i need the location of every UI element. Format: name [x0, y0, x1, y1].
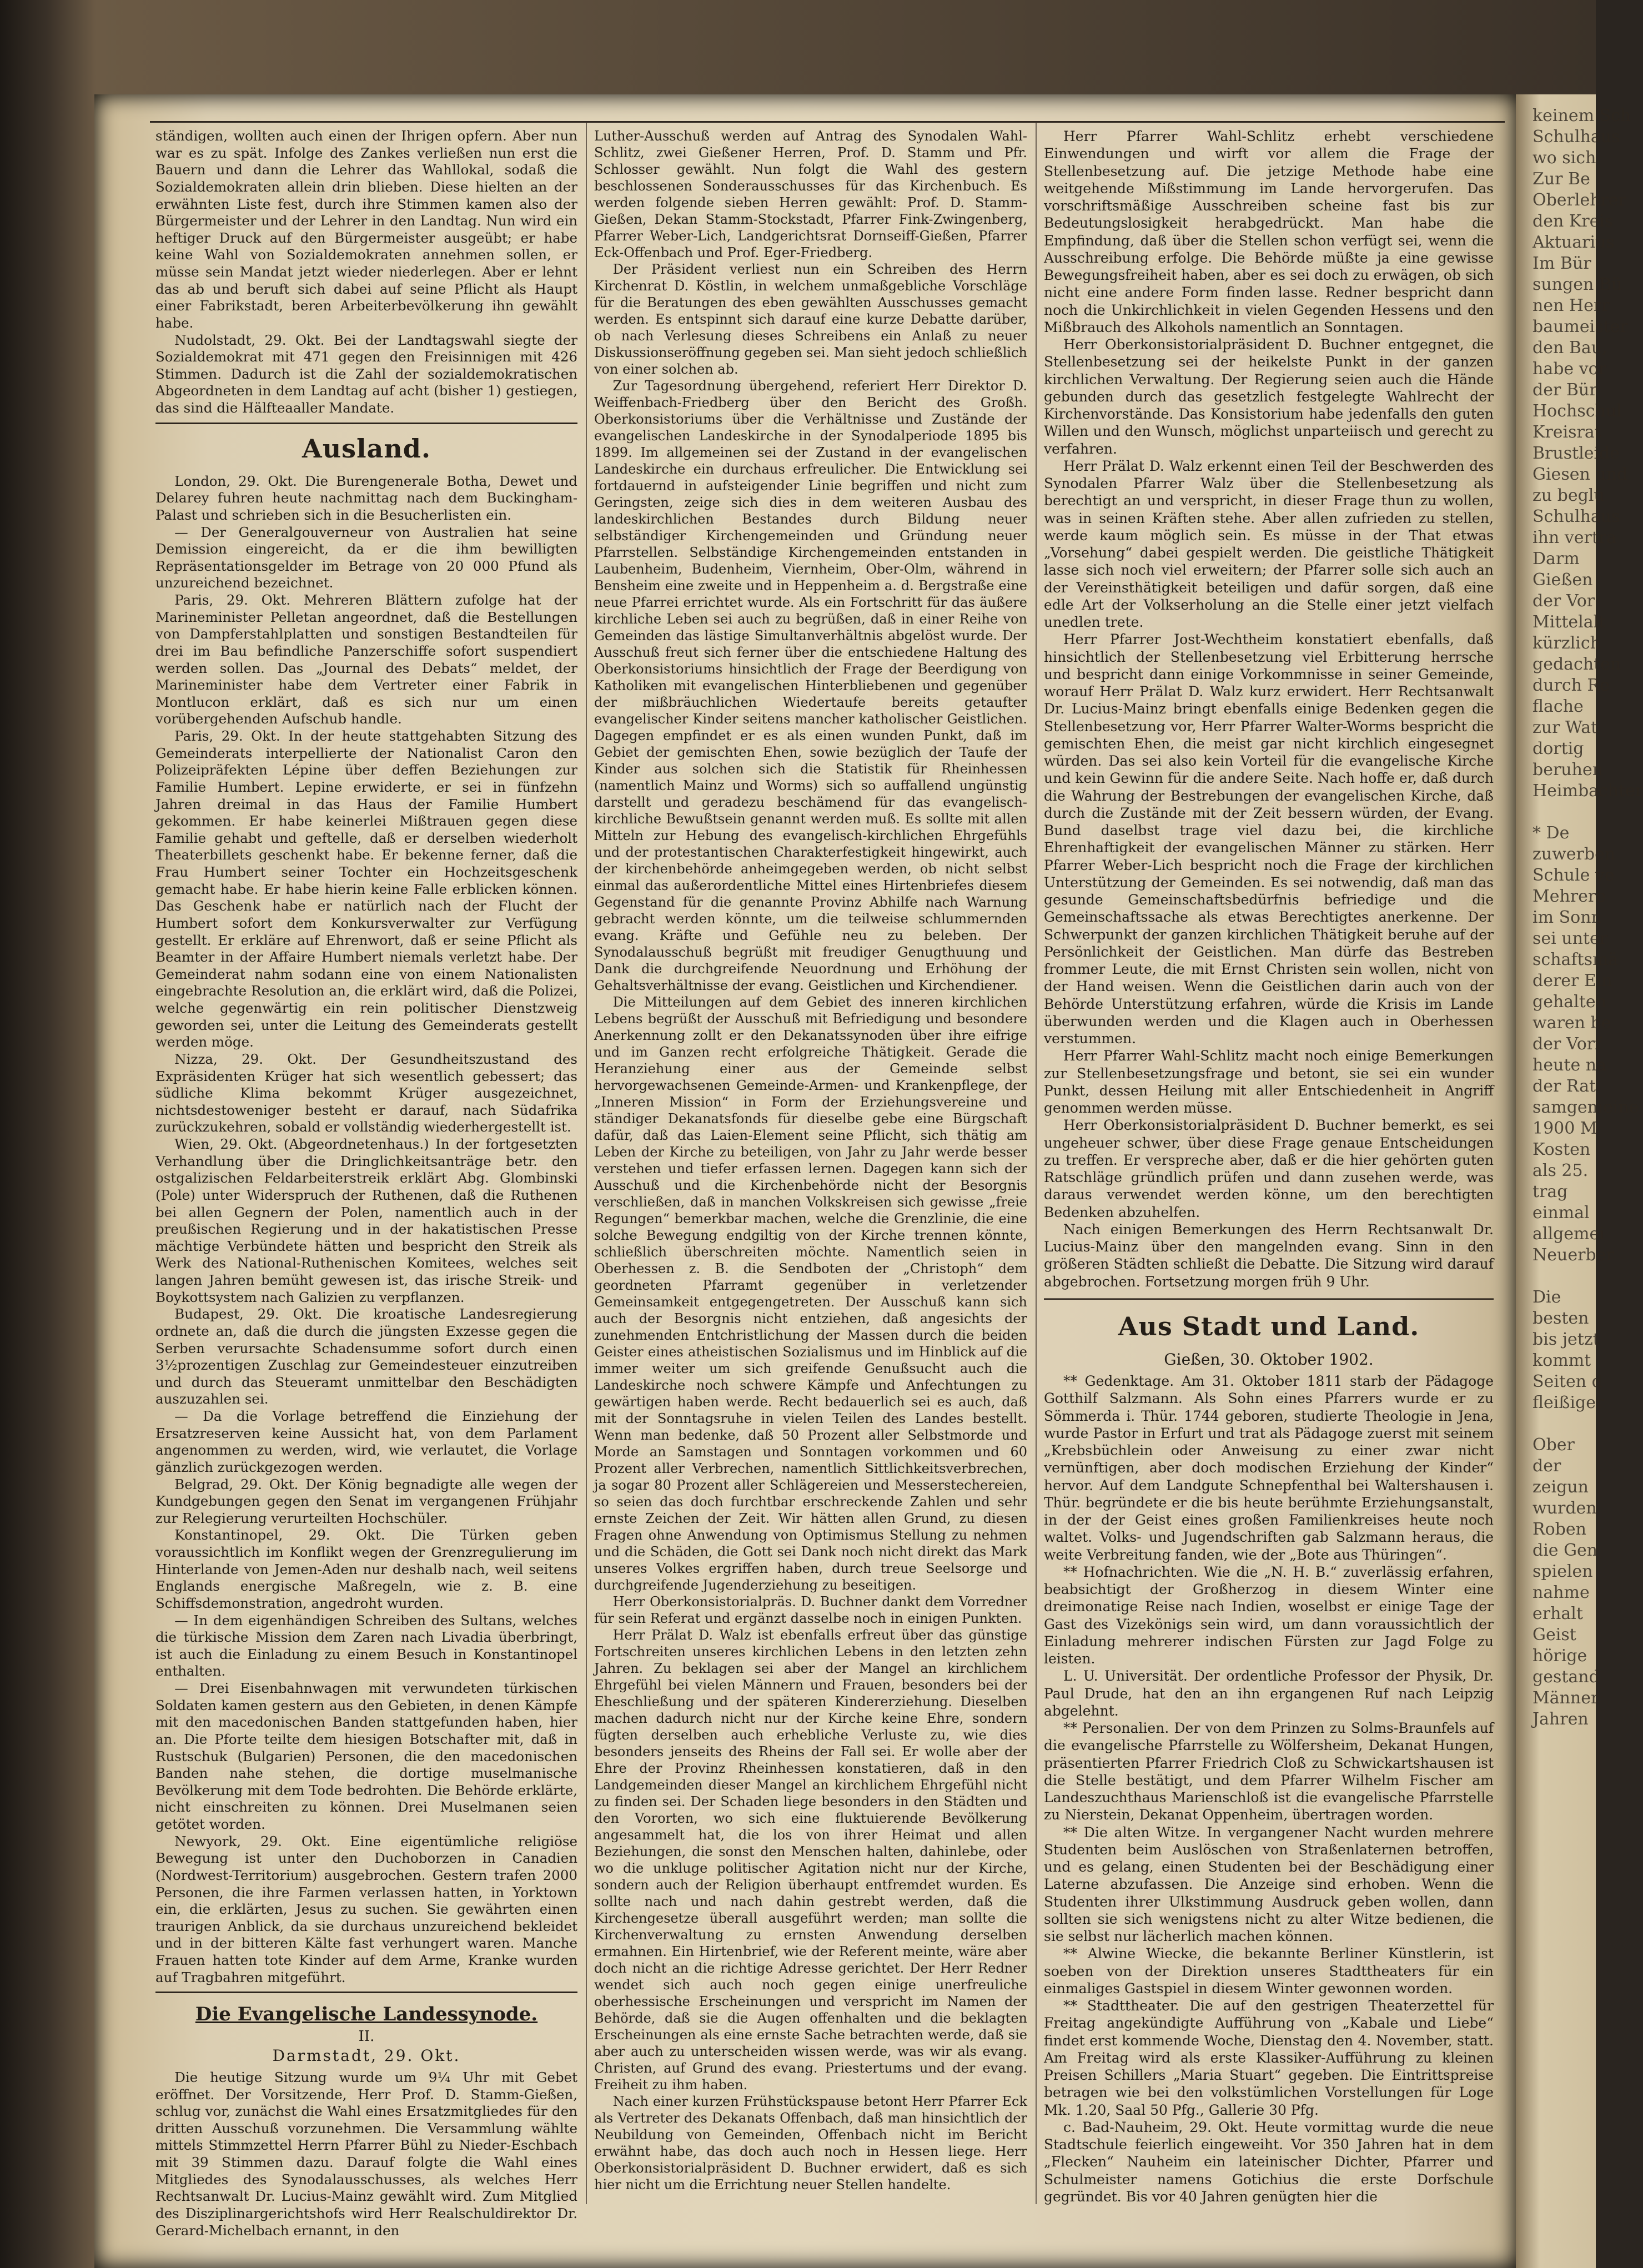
synode-p4: Zur Tagesordnung übergehend, referiert Herr Direktor D. Weiffenbach-Friedberg über den Bericht des Großh. Oberkonsistoriums über die Verhältnisse und Zustände der evangelischen Landeskirche in der Synodalperiode 1895 bis 1899. Im allgemeinen sei der Zustand in der evangelischen Landeskirche ein durchaus erfreulicher. Die Entwicklung sei fortdauernd in aufsteigender Linie begriffen und nicht zum Geringsten, zeige sich dies in dem weiteren Ausbau des landeskirchlichen Bestandes durch Bildung neuer selbständiger Kirchengemeinden und Gründung neuer Pfarrstellen. Selbständige Kirchengemeinden entstanden in Laubenheim, Budenheim, Viernheim, Ober-Olm, während in Bensheim eine zweite und in Heppenheim a. d. Bergstraße eine neue Pfarrei errichtet wurde. Als ein Fortschritt für das äußere kirchliche Leben sei auch zu begrüßen, daß in einer Reihe von Gemeinden das lästige Simultanverhältnis abgelöst wurde. Der Ausschuß freut sich ferner über die entschiedene Haltung des Oberkonsistoriums hinsichtlich der Frage der Beerdigung von Katholiken mit evangelischen Hinterbliebenen und gegenüber der mißbräuchlichen Wiedertaufe bereits getaufter evangelischer Kinder seitens mancher katholischer Geistlichen. Dagegen empfindet er es als einen wunden Punkt, daß im Gebiet der gemischten Ehen, sowie bezüglich der Taufe der Kinder aus solchen sich die Statistik für Rheinhessen (namentlich Mainz und Worms) sich so auffallend ungünstig darstellt und geradezu beschämend für das evangelisch-kirchliche Bewußtsein genannt werden muß. Es sollte mit allen Mitteln zur Hebung des evangelisch-kirchlichen Ehrgefühls und der protestantischen Charakterfestigkeit hingewirkt, auch der kirchenbehörde anheimgegeben werden, ob nicht selbst einmal das außerordentliche Mittel eines Hirtenbriefes diesem Gegenstand für die genannte Provinz Abhilfe nach Warnung gebracht werden könnte, um die teilweise schlummernden evang. Kräfte und Gefühle neu zu beleben. Der Synodalausschuß begrüßt mit freudiger Genugthuung und Dank die durchgreifende Neuordnung und Erhöhung der Gehaltsverhältnisse der evang. Geistlichen und Kirchendiener.	[594, 378, 1027, 993]
article-eisenbahn: — Drei Eisenbahnwagen mit verwundeten türkischen Soldaten kamen gestern aus den Gebieten, in denen Kämpfe mit den macedonischen Banden stattgefunden haben, hier an. Die Pforte teilte dem hiesigen Botschafter mit, daß in Rustschuk (Bulgarien) Personen, die den macedonischen Banden nahe stehen, die dortige muselmanische Bevölkerung mit dem Tode bedrohten. Die Behörde erklärte, nicht einschreiten zu können. Drei Muselmanen seien getötet worden.	[155, 1680, 577, 1832]
column-rule-1	[586, 122, 587, 2204]
article-paris-2: Paris, 29. Okt. In der heute stattgehabten Sitzung des Gemeinderats interpellierte der Nationalist Caron den Polizeipräfekten Lépine über deffen Beziehungen zur Familie Humbert. Lepine erwiderte, er sei in fünfzehn Jahren dreimal in das Haus der Familie Humbert gekommen. Er habe keinerlei Mißtrauen gegen diese Familie gehabt und geftelle, daß er derselben wiederholt Theaterbillets geschenkt habe. Er bekenne ferner, daß die Frau Humbert seiner Tochter ein Hochzeitsgeschenk gemacht habe. Er habe hierin keine Falle erblicken können. Das Geschenk habe er natürlich nach der Flucht der Humbert sofort dem Konkursverwalter zur Verfügung gestellt. Er erkläre auf Ehrenwort, daß er seine Pflicht als Beamter in der Affaire Humbert niemals verletzt habe. Der Gemeinderat nahm sodann eine von einem Nationalisten eingebrachte Resolution an, die erklärt wird, daß die Polizei, welche gegenwärtig ein rein politischer Dienstzweig geworden sei, unter die Leitung des Gemeinderats gestellt werden möge.	[155, 728, 577, 1050]
article-gedenktage: ** Gedenktage. Am 31. Oktober 1811 starb der Pädagoge Gotthilf Salzmann. Als Sohn eines Pfarrers wurde er zu Sömmerda i. Thür. 1744 geboren, studierte Theologie in Jena, wurde Pastor in Erfurt und trat als Pädagoge zuerst mit seinem „Krebsbüchlein oder Anweisung zu einer zwar nicht vernünftigen, aber doch modischen Erziehung der Kinder“ hervor. Auf dem Landgute Schnepfenthal bei Waltershausen i. Thür. begründete er die bis heute berühmte Erziehungsanstalt, in der der Geist eines großen Familienkreises heute noch waltet. Volks- und Jugendschriften gab Salzmann heraus, die weite Verbreitung fanden, wie der „Bote aus Thüringen“.	[1044, 1373, 1494, 1563]
article-wien: Wien, 29. Okt. (Abgeordnetenhaus.) In der fortgesetzten Verhandlung über die Dringlichkeitsanträge betr. den ostgalizischen Feldarbeiterstreik erklärt Abg. Glombinski (Pole) unter Widerspruch der Ruthenen, daß die Ruthenen bei allen Gegnern der Polen, namentlich auch in der preußischen Regierung und in der hakatistischen Presse mächtige Verbündete hätten und bespricht den Streik als Werk des National-Ruthenischen Komitees, welches seit langen Jahren bemüht gewesen ist, das irische Streik- und Boykottsystem nach Galizien zu verpflanzen.	[155, 1136, 577, 1305]
synode-p14: Herr Oberkonsistorialpräsident D. Buchner bemerkt, es sei ungeheuer schwer, über diese Frage genaue Entscheidungen zu treffen. Er verspreche aber, daß er die hier gehörten guten Ratschläge gründlich prüfen und dann zusehen werde, was daraus verwendet werden könne, um den berechtigten Bedenken abzuhelfen.	[1044, 1117, 1494, 1220]
article-paris-1: Paris, 29. Okt. Mehreren Blättern zufolge hat der Marineminister Pelletan angeordnet, daß die Bestellungen von Dampferstahlplatten und sonstigen Bestandteilen für drei im Bau befindliche Panzerschiffe sofort suspendiert werden sollen. Das „Journal des Debats“ meldet, der Marineminister habe dem Vertreter einer Fabrik in Montlucon erklärt, daß es sich nur um einen vorübergehenden Aufschub handle.	[155, 592, 577, 727]
adjacent-page-edge	[1516, 94, 1643, 2268]
divider-double	[1044, 1298, 1494, 1302]
article-universitaet: L. U. Universität. Der ordentliche Professor der Physik, Dr. Paul Drude, hat den an ihn ergangenen Ruf nach Leipzig abgelehnt.	[1044, 1668, 1494, 1719]
article-generalgouverneur: — Der Generalgouverneur von Australien hat seine Demission eingereicht, da er die ihm bewilligten Repräsentationsgelder im Betrage von 20 000 Pfund als unzureichend bezeichnet.	[155, 524, 577, 591]
divider	[155, 423, 577, 424]
synode-part-number: II.	[358, 2028, 375, 2045]
article-nizza: Nizza, 29. Okt. Der Gesundheitszustand des Expräsidenten Krüger hat sich wesentlich gebessert; das südliche Klima bekommt Krüger ausgezeichnet, nichtsdestoweniger besteht er darauf, nach Südafrika zurückzukehren, sobald er vollständig wiederhergestellt ist.	[155, 1050, 577, 1135]
column-2	[594, 128, 1027, 2193]
article-budapest: Budapest, 29. Okt. Die kroatische Landesregierung ordnete an, daß die durch die jüngsten Exzesse gegen die Serben verursachte Schadensumme sofort durch einen 3½prozentigen Zuschlag zur Gemeindesteuer einzutreiben und durch das Steueramt unmittelbar den Beschädigten auszuzahlen sei.	[155, 1306, 577, 1407]
article-stadttheater: ** Stadttheater. Die auf den gestrigen Theaterzettel für Freitag angekündigte Aufführung von „Kabale und Liebe“ findet erst kommende Woche, Dienstag den 4. November, statt. Am Freitag wird als erste Klassiker-Aufführung zu kleinen Preisen Schillers „Maria Stuart“ gegeben. Die Eintrittspreise betragen wie bei den volkstümlichen Vorstellungen für Loge Mk. 1.20, Saal 50 Pfg., Gallerie 30 Pfg.	[1044, 1998, 1494, 2118]
synode-p2: Luther-Ausschuß werden auf Antrag des Synodalen Wahl-Schlitz, zwei Gießener Herren, Prof. D. Stamm und Pfr. Schlosser gewählt. Nun folgt die Wahl des gestern beschlossenen Sonderausschusses für das Kirchenbuch. Es werden folgende sieben Herren gewählt: Prof. D. Stamm-Gießen, Dekan Stamm-Stockstadt, Pfarrer Fink-Zwingenberg, Pfarrer Weber-Lich, Landgerichtsrat Dornseiff-Gießen, Pfarrer Eck-Offenbach und Prof. Eger-Friedberg.	[594, 128, 1027, 260]
section-heading-synode: Die Evangelische Landessynode.	[195, 2003, 538, 2026]
article-belgrad: Belgrad, 29. Okt. Der König begnadigte alle wegen der Kundgebungen gegen den Senat im vergangenen Frühjahr zur Relegierung verurteilten Hochschüler.	[155, 1476, 577, 1526]
article-bad-nauheim: c. Bad-Nauheim, 29. Okt. Heute vormittag wurde die neue Stadtschule feierlich eingeweiht. Vor 350 Jahren hat in dem „Flecken“ Nauheim ein lateinischer Dichter, Pfarrer und Schulmeister namens Gotichius die erste Dorfschule gegründet. Bis vor 40 Jahren genügten hier die	[1044, 2119, 1494, 2205]
synode-p8: Nach einer kurzen Frühstückspause betont Herr Pfarrer Eck als Vertreter des Dekanats Offenbach, daß man hinsichtlich der Neubildung von Gemeinden, Offenbach nicht im Bericht erwähnt habe, das doch auch noch in Hessen liege. Herr Oberkonsistorialpräsident D. Buchner erwidert, daß es sich hier nicht um die Errichtung neuer Stellen handelte.	[594, 2094, 1027, 2192]
synode-p10: Herr Oberkonsistorialpräsident D. Buchner entgegnet, die Stellenbesetzung sei der heikelste Punkt in der ganzen kirchlichen Verwaltung. Der Regierung seien auch die Hände gebunden durch das gesetzlich festgelegte Wahlrecht der Kirchenvorstände. Das Konsistorium habe jedenfalls den guten Willen und den Wunsch, möglichst unparteiisch und gerecht zu verfahren.	[1044, 336, 1494, 457]
article-hofnachrichten: ** Hofnachrichten. Wie die „N. H. B.“ zuverlässig erfahren, beabsichtigt der Großherzog in diesem Winter eine dreimonatige Reise nach Indien, woselbst er einige Tage der Gast des Vizekönigs sein wird, um dann voraussichtlich der Einladung mehrerer indischen Fürsten zur Jagd Folge zu leisten.	[1044, 1563, 1494, 1667]
column-1	[155, 128, 577, 2239]
synode-p7: Herr Prälat D. Walz ist ebenfalls erfreut über das günstige Fortschreiten unseres kirchlichen Lebens in den letzten zehn Jahren. Zu beklagen sei aber der Mangel an kirchlichem Ehrgefühl bei vielen Männern und Frauen, besonders bei der Eheschließung und der späteren Kindererziehung. Dieselben machen dadurch nicht nur der Kirche keine Ehre, sondern fügten derselben auch erhebliche Verluste zu, wie dies besonders jenseits des Rheins der Fall sei. Er wolle aber der Ehre der Provinz Rheinhessen konstatieren, daß in den Landgemeinden dieser Mangel an kirchlichem Ehrgefühl nicht zu finden sei. Der Schaden liege besonders in den Städten und den Vororten, wo sich eine fluktuierende Bevölkerung angesammelt hat, die los von ihrer Heimat und allen Beziehungen, die sonst den Menschen halten, dahinlebe, oder wo die unkluge politischer Agitation nicht nur der Kirche, sondern auch der Religion überhaupt entfremdet wurden. Es sollte nach und nach dahin gestrebt werden, daß die Kirchengesetze überall ausgeführt werden; man sollte die Kirchenverwaltung zu ernsten Anwendung derselben ermahnen. Ein Hirtenbrief, wie der Referent meinte, wäre aber doch nicht an die richtige Adresse gerichtet. Der Herr Redner wendet sich auch noch gegen einige unerfreuliche oberhessische Erscheinungen und verspricht im Namen der Behörde, daß sie die Augen offenhalten und die beklagten Erscheinungen als eine ernste Sache betrachten werde, daß sie aber auch zu unterscheiden wissen werde, was wir als evang. Christen, auf Grund des evang. Priestertums und der evang. Freiheit zu ihm haben.	[594, 1627, 1027, 2093]
article-konstantinopel: Konstantinopel, 29. Okt. Die Türken geben voraussichtlich im Konflikt wegen der Grenzregulierung im Hinterlande von Jemen-Aden nur deshalb nach, weil seitens Englands energische Maßregeln, wie z. B. eine Schiffsdemonstration, angedroht wurden.	[155, 1527, 577, 1611]
synode-p11: Herr Prälat D. Walz erkennt einen Teil der Beschwerden des Synodalen Pfarrer Walz über die Stellenbesetzung als berechtigt an und verspricht, in dieser Frage thun zu wollen, was in seinen Kräften stehe. Aber allen zufrieden zu stellen, werde kaum möglich sein. Es müsse in der That etwas „Vorsehung“ dabei gespielt werden. Die geistliche Thätigkeit lasse sich noch viel erweitern; der Pfarrer solle sich auch an der Vereinsthätigkeit beteiligen und dafür sorgen, daß eine edle Art der Volkserholung an die Stelle einer jetzt vielfach unedlen trete.	[1044, 457, 1494, 630]
section-heading-ausland: Ausland.	[302, 433, 431, 464]
article-intro: ständigen, wollten auch einen der Ihrigen opfern. Aber nun war es zu spät. Infolge des Zankes verließen nun erst die Bauern und dann die Lehrer das Wahllokal, sodaß die Sozialdemokraten allein drin blieben. Diese hielten an der erwähnten Liste fest, durch ihre Stimmen kamen also der Bürgermeister und der Lehrer in den Landtag. Nun wird ein heftiger Druck auf den Bürgermeister ausgeübt; er habe keine Wahl von Sozialdemokraten annehmen sollen, er müsse sein Mandat jetzt wieder niederlegen. Aber er lehnt das ab und beruft sich dabei auf seine Pflicht als Haupt einer Fabrikstadt, beren Arbeiterbevölkerung ihn gewählt habe.	[155, 128, 577, 331]
synode-p12: Herr Pfarrer Jost-Wechtheim konstatiert ebenfalls, daß hinsichtlich der Stellenbesetzung viel Erbitterung herrsche und bespricht dann einige Vorkommnisse in seiner Gemeinde, worauf Herr Prälat D. Walz kurz erwidert. Herr Rechtsanwalt Dr. Lucius-Mainz bringt ebenfalls einige Bedenken gegen die Stellenbesetzung vor, Herr Pfarrer Walter-Worms bespricht die gemischten Ehen, die meist gar nicht kirchlich eingesegnet würden. Das sei also kein Vorteil für die evangelische Kirche und kein Gewinn für die andere Seite. Nach hoffe er, daß durch die Wahrung der Bestrebungen der evangelischen Kirche, daß durch die Zustände mit der Zeit bessern würden, der Evang. Bund daselbst trage viel dazu bei, die kirchliche Ehrenhaftigkeit der evangelischen Männer zu stärken. Herr Pfarrer Weber-Lich bespricht noch die Frage der kirchlichen Unterstützung der Gemeinden. Es sei notwendig, daß man das gesunde Gemeinschaftsbedürfnis befriedige und die Gemeinschaftssache als etwas Berechtigtes anerkenne. Der Schwerpunkt der ganzen kirchlichen Thätigkeit beruhe auf der Persönlichkeit der Geistlichen. Man dürfe das Bestreben frommer Leute, die mit Ernst Christen sein wollen, nicht von der Hand weisen. Wenn die Geistlichen darin auch von der Behörde Unterstützung erfahren, würde die Krisis im Lande überwunden werden und die Klagen auch in Oberhessen verstummen.	[1044, 631, 1494, 1047]
column-rule-2	[1036, 122, 1037, 2204]
synode-dateline: Darmstadt, 29. Okt.	[272, 2046, 461, 2065]
article-alte-witze: ** Die alten Witze. In vergangener Nacht wurden mehrere Studenten beim Auslöschen von Straßenlaternen betroffen, und es gelang, einen Studenten bei der Beschädigung einer Laterne abzufassen. Die Anzeige sind erhoben. Wenn die Studenten ihrer Ulkstimmung Ausdruck geben wollen, dann sollten sie sich wenigstens nicht zu alter Witze bedienen, die sie selbst nur lächerlich machen können.	[1044, 1824, 1494, 1944]
synode-p5: Die Mitteilungen auf dem Gebiet des inneren kirchlichen Lebens begrüßt der Ausschuß mit Befriedigung und besondere Anerkennung zollt er den Dekanatssynoden über ihre eifrige und im Ganzen recht erfolgreiche Thätigkeit. Gerade die Heranziehung einer aus der Gemeinde selbst hervorgewachsenen Gemeinde-Armen- und Krankenpflege, der „Inneren Mission“ in Form der Erziehungsvereine und ständiger Dekanatsfonds für dieselbe gebe eine Bürgschaft dafür, daß das Laien-Element seine Pflicht, sich thätig am Leben der Kirche zu beteiligen, von Jahr zu Jahr werde besser verstehen und tiefer erfassen lernen. Dagegen kann sich der Ausschuß und die Kirchenbehörde nicht der Besorgnis verschließen, daß in manchen Volkskreisen sich gewisse „freie Regungen“ bemerkbar machen, welche die Grenzlinie, die eine solche Bewegung endgiltig von der Kirche trennen könnte, schließlich überschreiten möchte. Namentlich seien in Oberhessen z. B. die Sendboten der „Christoph“ dem geordneten Pfarramt gegenüber in verletzender Gemeinsamkeit entgegengetreten. Der Ausschuß kann sich auch der Besorgnis nicht entziehen, daß angesichts der zunehmenden Entchristlichung der Massen durch die beiden Geister eines atheistischen Sozialismus und im Hinblick auf die immer weiter um sich greifende Genußsucht auch die Landeskirche noch schwere Kämpfe und Anfechtungen zu gewärtigen haben werde. Recht bedauerlich sei es auch, daß mit der Sonntagsruhe in vielen Teilen des Landes bestellt. Wenn man bedenke, daß 50 Prozent aller Selbstmorde und Morde an Samstagen und Sonntagen vorkommen und 60 Prozent aller Verbrechen, namentlich Sittlichkeitsverbrechen, ja sogar 80 Prozent aller Schlägereien und Messerstechereien, so seien das doch furchtbar erschreckende Zahlen und sehr ernste Zeichen der Zeit. Wir hätten allen Grund, zu diesen Fragen ohne Anwendung von Optimismus Stellung zu nehmen und die Schäden, die Gott sei Dank noch nicht direkt das Mark unseres Volkes ergriffen haben, durch treue Seelsorge und durchgreifende Jugenderziehung zu beseitigen.	[594, 994, 1027, 1593]
synode-p9: Herr Pfarrer Wahl-Schlitz erhebt verschiedene Einwendungen und wirft vor allem die Frage der Stellenbesetzung auf. Die jetzige Methode habe eine weitgehende Mißstimmung im Lande hervorgerufen. Das vorschriftsmäßige Ausschreiben scheine fast bis zur Bedeutungslosigkeit herabgedrückt. Man habe die Empfindung, daß über die Stellen schon verfügt sei, wenn die Ausschreibung erfolge. Die Behörde müßte ja eine gewisse Bewegungsfreiheit haben, aber es sei doch zu erwägen, ob sich nicht eine andere Form finden lasse. Redner bespricht dann noch die Unkirchlichkeit in vielen Gegenden Hessens und den Mißbrauch des Alkohols namentlich an Sonntagen.	[1044, 128, 1494, 335]
synode-p15: Nach einigen Bemerkungen des Herrn Rechtsanwalt Dr. Lucius-Mainz über den mangelnden evang. Sinn in den größeren Städten schließt die Debatte. Die Sitzung wird darauf abgebrochen. Fortsetzung morgen früh 9 Uhr.	[1044, 1221, 1494, 1290]
article-wiecke: ** Alwine Wiecke, die bekannte Berliner Künstlerin, ist soeben von der Direktion unseres Stadttheaters für ein einmaliges Gastspiel in diesem Winter gewonnen worden.	[1044, 1945, 1494, 1997]
section-heading-stadt-und-land: Aus Stadt und Land.	[1118, 1311, 1420, 1341]
article-vorlage: — Da die Vorlage betreffend die Einziehung der Ersatzreserven keine Aussicht hat, von dem Parlament angenommen zu werden, wird, wie verlautet, die Vorlage gänzlich zurückgezogen werden.	[155, 1408, 577, 1475]
column-3	[1044, 128, 1494, 2205]
article-london: London, 29. Okt. Die Burengenerale Botha, Dewet und Delarey fuhren heute nachmittag nach dem Buckingham-Palast und schrieben sich in die Besucherlisten ein.	[155, 472, 577, 523]
article-sultan: — In dem eigenhändigen Schreiben des Sultans, welches die türkische Mission dem Zaren nach Livadia überbringt, ist auch die Einladung zu einem Besuch in Konstantinopel enthalten.	[155, 1612, 577, 1679]
article-personalien: ** Personalien. Der von dem Prinzen zu Solms-Braunfels auf die evangelische Pfarrstelle zu Wölfersheim, Dekanat Hungen, präsentierten Pfarrer Friedrich Cloß zu Schwickartshausen ist die Stelle bestätigt, und dem Pfarrer Wilhelm Fischer am Landeszuchthaus Marienschloß ist die evangelische Pfarrstelle zu Nierstein, Dekanat Oppenheim, übertragen worden.	[1044, 1720, 1494, 1823]
top-rule	[150, 121, 1505, 123]
article-newyork: Newyork, 29. Okt. Eine eigentümliche religiöse Bewegung ist unter den Duchoborzen in Canadien (Nordwest-Territorium) ausgebrochen. Gestern trafen 2000 Personen, die ihre Farmen verlassen hatten, in Yorktown ein, die erklärten, Jesus zu suchen. Sie gewährten einen traurigen Anblick, da sie durchaus unzureichend bekleidet und in der bitteren Kälte fast verhungert waren. Manche Frauen hatten tote Kinder auf dem Arme, Kranke wurden auf Tragbahren mitgeführt.	[155, 1833, 577, 1985]
article-nudolstadt: Nudolstadt, 29. Okt. Bei der Landtagswahl siegte der Sozialdemokrat mit 471 gegen den Freisinnigen mit 426 Stimmen. Dadurch ist die Zahl der sozialdemokratischen Abgeordneten in dem Landtag auf acht (bisher 1) gestiegen, das sind die Hälfteaaller Mandate.	[155, 331, 577, 416]
local-dateline: Gießen, 30. Oktober 1902.	[1164, 1350, 1374, 1369]
synode-p3: Der Präsident verliest nun ein Schreiben des Herrn Kirchenrat D. Köstlin, in welchem unmaßgebliche Vorschläge für die Beratungen des eben gewählten Ausschusses gemacht werden. Es entspinnt sich darauf eine kurze Debatte darüber, ob nach Verlesung dieses Schreibens ein Anlaß zu neuer Diskussionseröffnung gegeben sei. Man sieht jedoch schließlich von einer solchen ab.	[594, 262, 1027, 377]
divider	[155, 1992, 577, 1993]
synode-p6: Herr Oberkonsistorialpräs. D. Buchner dankt dem Vorredner für sein Referat und ergänzt dasselbe noch in einigen Punkten.	[594, 1594, 1027, 1626]
synode-p13: Herr Pfarrer Wahl-Schlitz macht noch einige Bemerkungen zur Stellenbesetzungsfrage und betont, sie sei ein wunder Punkt, dessen Heilung mit aller Entschiedenheit in Angriff genommen werden müsse.	[1044, 1048, 1494, 1116]
article-synode-p1: Die heutige Sitzung wurde um 9¼ Uhr mit Gebet eröffnet. Der Vorsitzende, Herr Prof. D. Stamm-Gießen, schlug vor, zunächst die Wahl eines Ersatzmitgliedes für den dritten Ausschuß vorzunehmen. Die Versammlung wählte mittels Stimmzettel Herrn Pfarrer Bühl zu Nieder-Eschbach mit 39 Stimmen dazu. Darauf folgte die Wahl eines Mitgliedes des Synodalausschusses, als welches Herr Rechtsanwalt Dr. Lucius-Mainz gewählt wird. Zum Mitglied des Disziplinargerichtshofs wird Herr Realschuldirektor Dr. Gerard-Michelbach ernannt, in den	[155, 2069, 577, 2239]
adjacent-page-text: keinem Sch Schulhaus wo sich Zur Be Oberlehrer den Kreis Aktuarius Im Bür sungen Bü nen Herr baumeister den Bau, habe vor der Bür Hochschul Kreisrat Brustleide Giesen und zu beglü Schulhaus ihn vertra Darm Gießen der Vor Mittelalt kürzlich gedachten durch Re flache zur Wat dortig beruhen Heimbachter * De zuwerben Schule ve Mehrere im Sonn sei unter schaftsmä derer Ein gehalten waren be der Vorf heute na der Rat samgemeine 1900 M Kosten als 25. trag einmal allgemei Neuerber Die besten bis jetzt kommt Seiten d fleißiger Ober der zeigun wurden Roben die Gen spielen nahme erhalt Geist hörige gestand Männer Jahren	[1533, 106, 1643, 1729]
